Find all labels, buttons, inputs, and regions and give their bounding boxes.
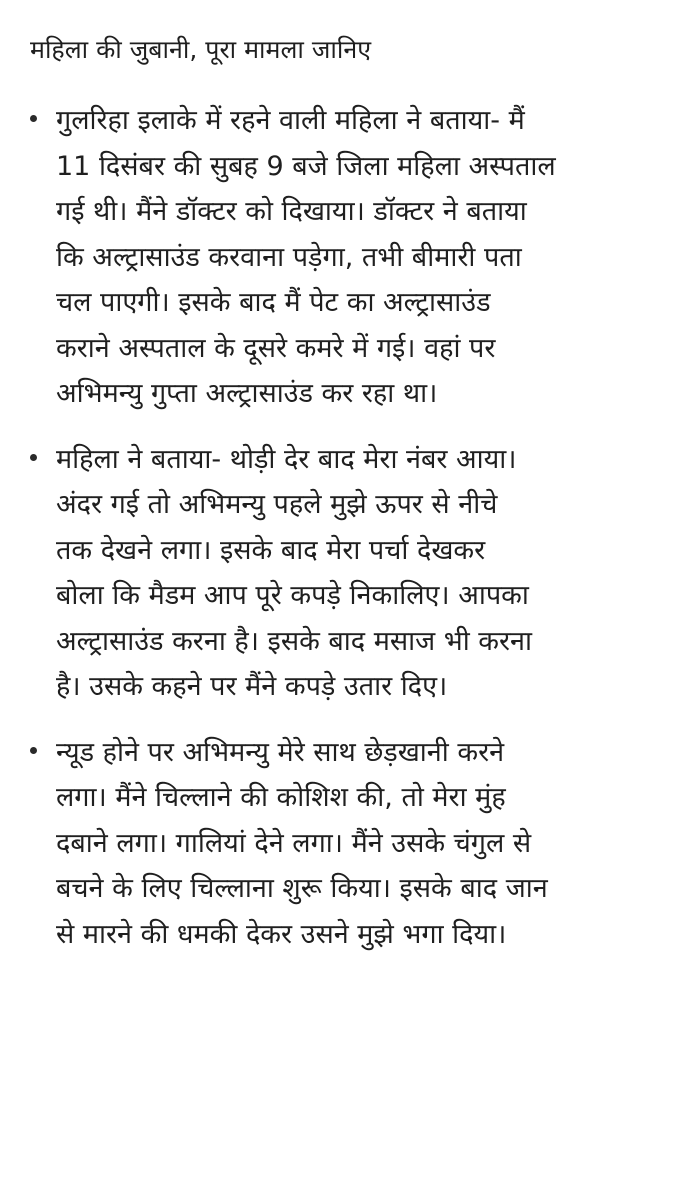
article-heading: महिला की जुबानी, पूरा मामला जानिए [30, 35, 372, 64]
bullet-text-line: चल पाएगी। इसके बाद मैं पेट का अल्ट्रासाउंड [56, 287, 491, 318]
bullet-text-line: लगा। मैंने चिल्लाने की कोशिश की, तो मेरा मुंह [56, 782, 506, 813]
bullet-dot-icon [30, 747, 37, 754]
bullet-text-line: कि अल्ट्रासाउंड करवाना पड़ेगा, तभी बीमारी पता [56, 241, 522, 273]
bullet-text-line: से मारने की धमकी देकर उसने मुझे भगा दिया। [56, 918, 507, 950]
bullet-item [30, 98, 666, 417]
bullet-text-line: अभिमन्यु गुप्ता अल्ट्रासाउंड कर रहा था। [56, 378, 438, 409]
bullet-dot-icon [30, 454, 37, 461]
bullet-text-line: बचने के लिए चिल्लाना शुरू किया। इसके बाद जान [56, 873, 548, 904]
bullet-text-line: है। उसके कहने पर मैंने कपड़े उतार दिए। [56, 671, 448, 702]
bullet-item [30, 730, 666, 958]
bullet-item [30, 437, 666, 710]
bullet-dot-icon [30, 115, 37, 122]
bullet-text-line: कराने अस्पताल के दूसरे कमरे में गई। वहां पर [56, 332, 496, 364]
bullet-text-line: गुलरिहा इलाके में रहने वाली महिला ने बताया- मैं [56, 105, 525, 136]
bullet-text-line: अल्ट्रासाउंड करना है। इसके बाद मसाज भी करना [56, 625, 533, 657]
bullet-list [30, 98, 666, 957]
bullet-text-line: बोला कि मैडम आप पूरे कपड़े निकालिए। आपका [56, 580, 529, 611]
bullet-text-line: दबाने लगा। गालियां देने लगा। मैंने उसके चंगुल से [56, 827, 532, 859]
bullet-text-line: न्यूड होने पर अभिमन्यु मेरे साथ छेड़खानी करने [56, 736, 505, 768]
bullet-text-line: तक देखने लगा। इसके बाद मेरा पर्चा देखकर [56, 534, 486, 566]
bullet-text-line: अंदर गई तो अभिमन्यु पहले मुझे ऊपर से नीचे [56, 489, 498, 520]
bullet-text-line: 11 दिसंबर की सुबह 9 बजे जिला महिला अस्पताल [56, 150, 556, 182]
bullet-text-line: गई थी। मैंने डॉक्टर को दिखाया। डॉक्टर ने बताया [56, 196, 527, 227]
bullet-text-line: महिला ने बताया- थोड़ी देर बाद मेरा नंबर आया। [56, 443, 517, 475]
